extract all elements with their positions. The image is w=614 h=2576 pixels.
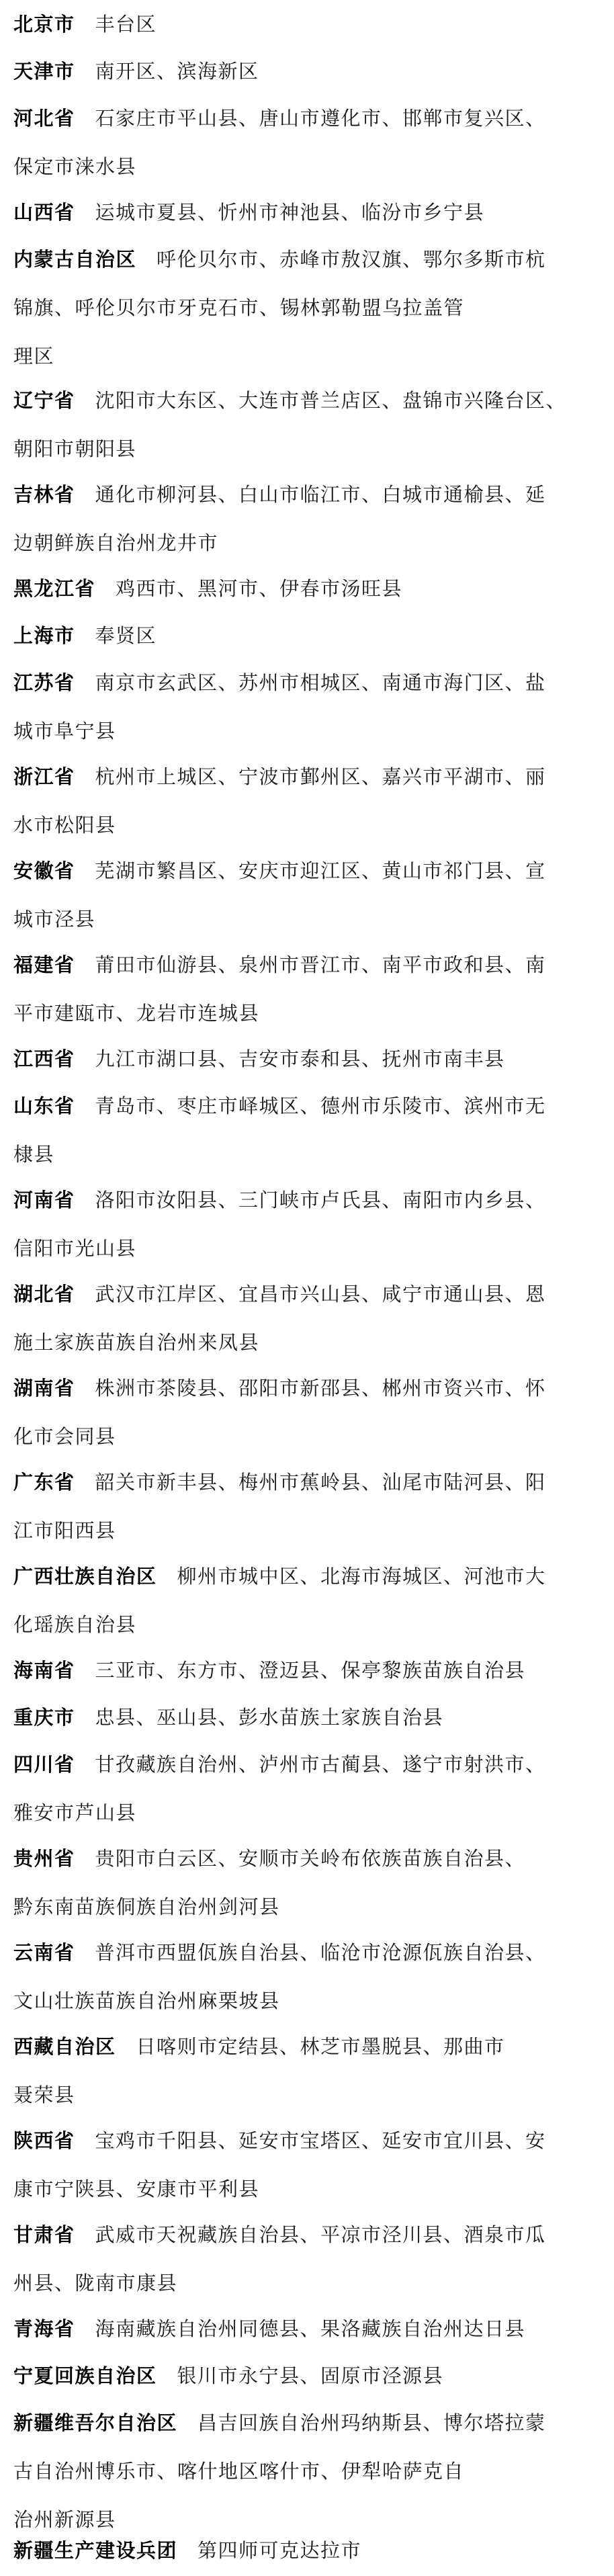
area-list-line: 施土家族苗族自治州来凤县 xyxy=(13,1331,260,1354)
province-name: 山东省 xyxy=(13,1094,75,1117)
area-list-line: 武汉市江岸区、宜昌市兴山县、咸宁市通山县、恩 xyxy=(95,1283,546,1305)
province-name: 陕西省 xyxy=(13,2129,75,2152)
area-list-line: 株洲市茶陵县、邵阳市新邵县、郴州市资兴市、怀 xyxy=(95,1377,546,1400)
area-list-line: 棣县 xyxy=(13,1143,55,1166)
region-entry-continuation xyxy=(13,1883,605,1931)
region-entry xyxy=(13,2526,605,2575)
region-entry xyxy=(13,658,605,707)
region-entry xyxy=(13,1693,605,1742)
area-list-line: 通化市柳河县、白山市临江市、白城市通榆县、延 xyxy=(95,483,546,506)
area-list-line: 江市阳西县 xyxy=(13,1519,116,1542)
area-list-line: 普洱市西盟佤族自治县、临沧市沧源佤族自治县、 xyxy=(95,1941,546,1964)
region-entry xyxy=(13,1364,605,1412)
area-list-line: 平市建瓯市、龙岩市连城县 xyxy=(13,1002,260,1025)
area-list-line: 南开区、滨海新区 xyxy=(95,60,259,83)
area-list-line: 沈阳市大东区、大连市普兰店区、盘锦市兴隆台区、 xyxy=(95,389,567,412)
region-entry-continuation xyxy=(13,1130,605,1178)
area-list-line: 青岛市、枣庄市峄城区、德州市乐陵市、滨州市无 xyxy=(95,1094,546,1117)
region-entry xyxy=(13,188,605,237)
region-entry xyxy=(13,0,605,48)
region-entry xyxy=(13,941,605,989)
area-list-line: 边朝鲜族自治州龙井市 xyxy=(13,531,219,554)
area-list-line: 莆田市仙游县、泉州市晋江市、南平市政和县、南 xyxy=(95,953,546,976)
area-list-line: 雅安市芦山县 xyxy=(13,1801,137,1824)
region-entry xyxy=(13,1552,605,1600)
area-list-line: 化瑶族自治县 xyxy=(13,1613,137,1636)
area-list-line: 柳州市城中区、北海市海城区、河池市大 xyxy=(177,1565,546,1588)
province-name: 湖北省 xyxy=(13,1283,75,1305)
region-entry xyxy=(13,2305,605,2353)
region-entry-continuation xyxy=(13,895,605,943)
region-entry xyxy=(13,94,605,142)
province-name: 河南省 xyxy=(13,1189,75,1211)
province-name: 海南省 xyxy=(13,1659,75,1682)
province-name: 贵州省 xyxy=(13,1847,75,1870)
region-entry xyxy=(13,1270,605,1318)
province-name: 上海市 xyxy=(13,624,75,647)
province-name: 湖南省 xyxy=(13,1377,75,1400)
province-name: 江苏省 xyxy=(13,671,75,694)
province-name: 宁夏回族自治区 xyxy=(13,2364,157,2387)
region-entry-continuation xyxy=(13,519,605,567)
province-name: 新疆维吾尔自治区 xyxy=(13,2411,178,2434)
province-name: 云南省 xyxy=(13,1941,75,1964)
province-name: 广东省 xyxy=(13,1471,75,1494)
area-list-line: 城市阜宁县 xyxy=(13,720,116,742)
region-entry-continuation xyxy=(13,1318,605,1367)
region-entry-continuation xyxy=(13,284,605,332)
area-list-line: 保定市涞水县 xyxy=(13,155,137,178)
area-list-line: 治州新源县 xyxy=(13,2508,116,2531)
province-name: 四川省 xyxy=(13,1753,75,1776)
region-entry xyxy=(13,2210,605,2259)
area-list-line: 第四师可克达拉市 xyxy=(198,2539,362,2562)
province-name: 广西壮族自治区 xyxy=(13,1565,157,1588)
area-list-line: 康市宁陕县、安康市平利县 xyxy=(13,2178,260,2200)
region-entry xyxy=(13,611,605,660)
area-list-line: 贵阳市白云区、安顺市关岭布依族苗族自治县、 xyxy=(95,1847,526,1870)
province-name: 山西省 xyxy=(13,201,75,224)
area-list-line: 南京市玄武区、苏州市相城区、南通市海门区、盐 xyxy=(95,671,546,694)
area-list-line: 宝鸡市千阳县、延安市宝塔区、延安市宜川县、安 xyxy=(95,2129,546,2152)
region-entry-continuation xyxy=(13,707,605,755)
area-list-line: 九江市湖口县、吉安市泰和县、抚州市南丰县 xyxy=(95,1047,505,1070)
province-name: 内蒙古自治区 xyxy=(13,248,137,271)
area-list-line: 杭州市上城区、宁波市鄞州区、嘉兴市平湖市、丽 xyxy=(95,765,546,788)
area-list-line: 化市会同县 xyxy=(13,1425,116,1448)
region-entry xyxy=(13,1834,605,1883)
province-name: 甘肃省 xyxy=(13,2223,75,2246)
region-entry xyxy=(13,1646,605,1694)
region-entry xyxy=(13,1458,605,1506)
region-entry xyxy=(13,1035,605,1083)
province-name: 新疆生产建设兵团 xyxy=(13,2539,178,2562)
region-entry xyxy=(13,564,605,613)
region-entry xyxy=(13,235,605,284)
region-entry xyxy=(13,1928,605,1977)
region-entry-continuation xyxy=(13,2165,605,2213)
region-entry-continuation xyxy=(13,1412,605,1461)
province-name: 安徽省 xyxy=(13,859,75,882)
region-entry xyxy=(13,2022,605,2071)
area-list-line: 芜湖市繁昌区、安庆市迎江区、黄山市祁门县、宣 xyxy=(95,859,546,882)
area-list-line: 理区 xyxy=(13,345,55,368)
region-entry-continuation xyxy=(13,1506,605,1555)
region-entry xyxy=(13,470,605,519)
area-list-line: 丰台区 xyxy=(95,13,157,36)
area-list-line: 信阳市光山县 xyxy=(13,1237,137,1260)
area-list-line: 运城市夏县、忻州市神池县、临汾市乡宁县 xyxy=(95,201,485,224)
province-name: 天津市 xyxy=(13,60,75,83)
area-list-line: 文山壮族苗族自治州麻栗坡县 xyxy=(13,1989,280,2012)
area-list-line: 鸡西市、黑河市、伊春市汤旺县 xyxy=(116,577,403,600)
region-entry-continuation xyxy=(13,1977,605,2025)
area-list-line: 古自治州博乐市、喀什地区喀什市、伊犁哈萨克自 xyxy=(13,2460,465,2483)
province-name: 吉林省 xyxy=(13,483,75,506)
province-name: 浙江省 xyxy=(13,765,75,788)
area-list-line: 石家庄市平山县、唐山市遵化市、邯郸市复兴区、 xyxy=(95,107,546,130)
region-entry-continuation xyxy=(13,1600,605,1649)
area-list-line: 洛阳市汝阳县、三门峡市卢氏县、南阳市内乡县、 xyxy=(95,1189,546,1211)
province-name: 青海省 xyxy=(13,2317,75,2340)
region-entry xyxy=(13,1176,605,1224)
area-list-line: 朝阳市朝阳县 xyxy=(13,437,137,460)
area-list-line: 奉贤区 xyxy=(95,624,157,647)
region-entry-continuation xyxy=(13,2259,605,2307)
region-entry-continuation xyxy=(13,142,605,191)
area-list-line: 日喀则市定结县、林芝市墨脱县、那曲市 xyxy=(136,2035,505,2058)
province-name: 北京市 xyxy=(13,13,75,36)
region-entry xyxy=(13,847,605,895)
area-list-line: 聂荣县 xyxy=(13,2084,75,2106)
area-list-line: 武威市天祝藏族自治县、平凉市泾川县、酒泉市瓜 xyxy=(95,2223,546,2246)
province-name: 重庆市 xyxy=(13,1706,75,1729)
area-list-line: 忠县、巫山县、彭水苗族土家族自治县 xyxy=(95,1706,444,1729)
province-name: 福建省 xyxy=(13,953,75,976)
area-list-line: 韶关市新丰县、梅州市蕉岭县、汕尾市陆河县、阳 xyxy=(95,1471,546,1494)
province-name: 江西省 xyxy=(13,1047,75,1070)
region-entry xyxy=(13,1082,605,1130)
region-entry xyxy=(13,376,605,425)
area-list-line: 三亚市、东方市、澄迈县、保亭黎族苗族自治县 xyxy=(95,1659,526,1682)
area-list-line: 海南藏族自治州同德县、果洛藏族自治州达日县 xyxy=(95,2317,526,2340)
area-list-line: 水市松阳县 xyxy=(13,814,116,836)
area-list-line: 州县、陇南市康县 xyxy=(13,2272,178,2294)
region-entry-continuation xyxy=(13,2447,605,2495)
region-entry-continuation xyxy=(13,1789,605,1837)
region-entry-continuation xyxy=(13,2071,605,2119)
region-entry xyxy=(13,753,605,801)
province-name: 黑龙江省 xyxy=(13,577,96,600)
area-list-line: 银川市永宁县、固原市泾源县 xyxy=(177,2364,444,2387)
area-list-line: 城市泾县 xyxy=(13,908,96,931)
region-entry xyxy=(13,47,605,95)
area-list-line: 昌吉回族自治州玛纳斯县、博尔塔拉蒙 xyxy=(198,2411,546,2434)
area-list-line: 呼伦贝尔市、赤峰市敖汉旗、鄂尔多斯市杭 xyxy=(157,248,546,271)
area-list-line: 甘孜藏族自治州、泸州市古蔺县、遂宁市射洪市、 xyxy=(95,1753,546,1776)
region-entry xyxy=(13,1740,605,1789)
area-list-line: 锦旗、呼伦贝尔市牙克石市、锡林郭勒盟乌拉盖管 xyxy=(13,296,465,319)
region-entry-continuation xyxy=(13,425,605,473)
province-name: 西藏自治区 xyxy=(13,2035,116,2058)
region-entry-continuation xyxy=(13,801,605,849)
region-entry-continuation xyxy=(13,989,605,1037)
region-entry xyxy=(13,2352,605,2400)
area-list-line: 黔东南苗族侗族自治州剑河县 xyxy=(13,1895,280,1918)
region-entry xyxy=(13,2116,605,2165)
province-name: 辽宁省 xyxy=(13,389,75,412)
region-entry-continuation xyxy=(13,1224,605,1273)
region-entry xyxy=(13,2399,605,2447)
region-entry-continuation xyxy=(13,332,605,380)
province-name: 河北省 xyxy=(13,107,75,130)
